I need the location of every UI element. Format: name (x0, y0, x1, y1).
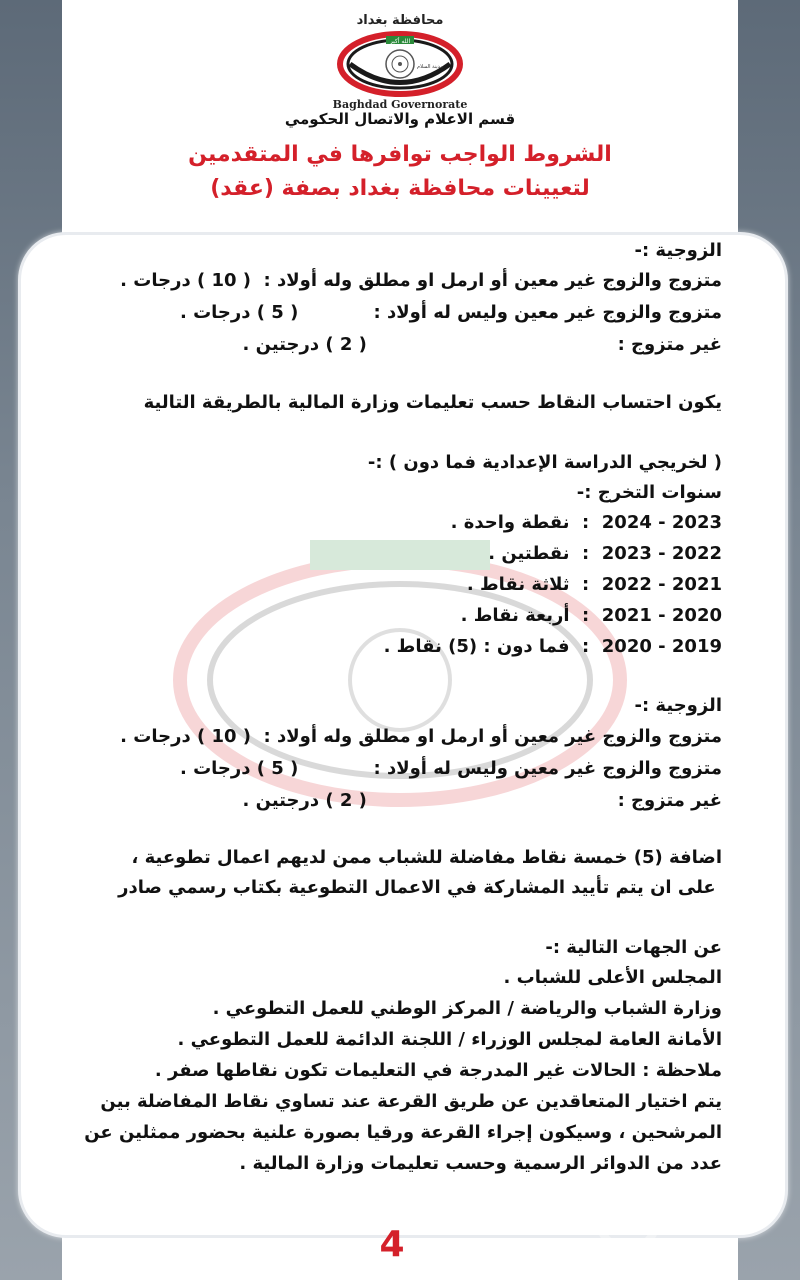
baghdad-governorate-logo (330, 6, 470, 116)
body-line: غير متزوج : ( 2 ) درجتين . (242, 334, 722, 355)
logo-title: محافظة بغداد (356, 13, 444, 28)
body-line: يتم اختيار المتعاقدين عن طريق القرعة عند تساوي نقاط المفاضلة بين (100, 1091, 722, 1112)
page-number: 4 (379, 1224, 405, 1265)
body-line: وزارة الشباب والرياضة / المركز الوطني للعمل التطوعي . (212, 998, 722, 1019)
body-line: عدد من الدوائر الرسمية وحسب تعليمات وزارة المالية . (239, 1153, 722, 1174)
body-line: ( لخريجي الدراسة الإعدادية فما دون ) :- (367, 452, 722, 473)
page-title-line2: لتعيينات محافظة بغداد بصفة (عقد) (210, 176, 590, 201)
body-line: المجلس الأعلى للشباب . (503, 967, 722, 988)
svg-text:الله أكبر: الله أكبر (389, 38, 411, 45)
page-title-line1: الشروط الواجب توافرها في المتقدمين (188, 142, 612, 167)
body-line: ملاحظة : الحالات غير المدرجة في التعليمات تكون نقاطها صفر . (154, 1060, 722, 1081)
body-line: غير متزوج : ( 2 ) درجتين . (242, 790, 722, 811)
body-line: الأمانة العامة لمجلس الوزراء / اللجنة الدائمة للعمل التطوعي . (177, 1029, 722, 1050)
body-line: متزوج والزوج غير معين وليس له أولاد : ( 5 ) درجات . (179, 302, 722, 323)
body-line: 2020 - 2021 : أربعة نقاط . (460, 605, 722, 626)
body-line: 2022 - 2023 : نقطتين . (488, 543, 722, 564)
body-line: 2021 - 2022 : ثلاثة نقاط . (466, 574, 722, 595)
body-line: سنوات التخرج :- (576, 482, 722, 503)
watermark-logo (160, 480, 640, 840)
body-line: 2023 - 2024 : نقطة واحدة . (450, 512, 722, 533)
body-line: المرشحين ، وسيكون إجراء القرعة ورقيا بصورة علنية بحضور ممثلين عن (84, 1122, 722, 1143)
svg-text:مدينة السلام: مدينة السلام (417, 64, 443, 70)
body-line: متزوج والزوج غير معين أو ارمل او مطلق وله أولاد : ( 10 ) درجات . (120, 726, 722, 747)
department-name: قسم الاعلام والاتصال الحكومي (284, 110, 516, 128)
body-line: 2019 - 2020 : فما دون : (5) نقاط . (383, 636, 722, 657)
body-line: متزوج والزوج غير معين وليس له أولاد : ( 5 ) درجات . (179, 758, 722, 779)
body-line: يكون احتساب النقاط حسب تعليمات وزارة المالية بالطريقة التالية (143, 392, 722, 413)
body-line: متزوج والزوج غير معين أو ارمل او مطلق وله أولاد : ( 10 ) درجات . (120, 270, 722, 291)
body-line: اضافة (5) خمسة نقاط مفاضلة للشباب ممن لديهم اعمال تطوعية ، (131, 847, 722, 868)
body-line: الزوجية :- (634, 240, 722, 261)
logo-english: Baghdad Governorate (332, 98, 468, 111)
body-line: الزوجية :- (634, 695, 722, 716)
watermark-brand: IQ NEWS (580, 1198, 676, 1222)
body-line: عن الجهات التالية :- (545, 937, 722, 958)
body-line: على ان يتم تأييد المشاركة في الاعمال التطوعية بكتاب رسمي صادر (118, 877, 722, 898)
